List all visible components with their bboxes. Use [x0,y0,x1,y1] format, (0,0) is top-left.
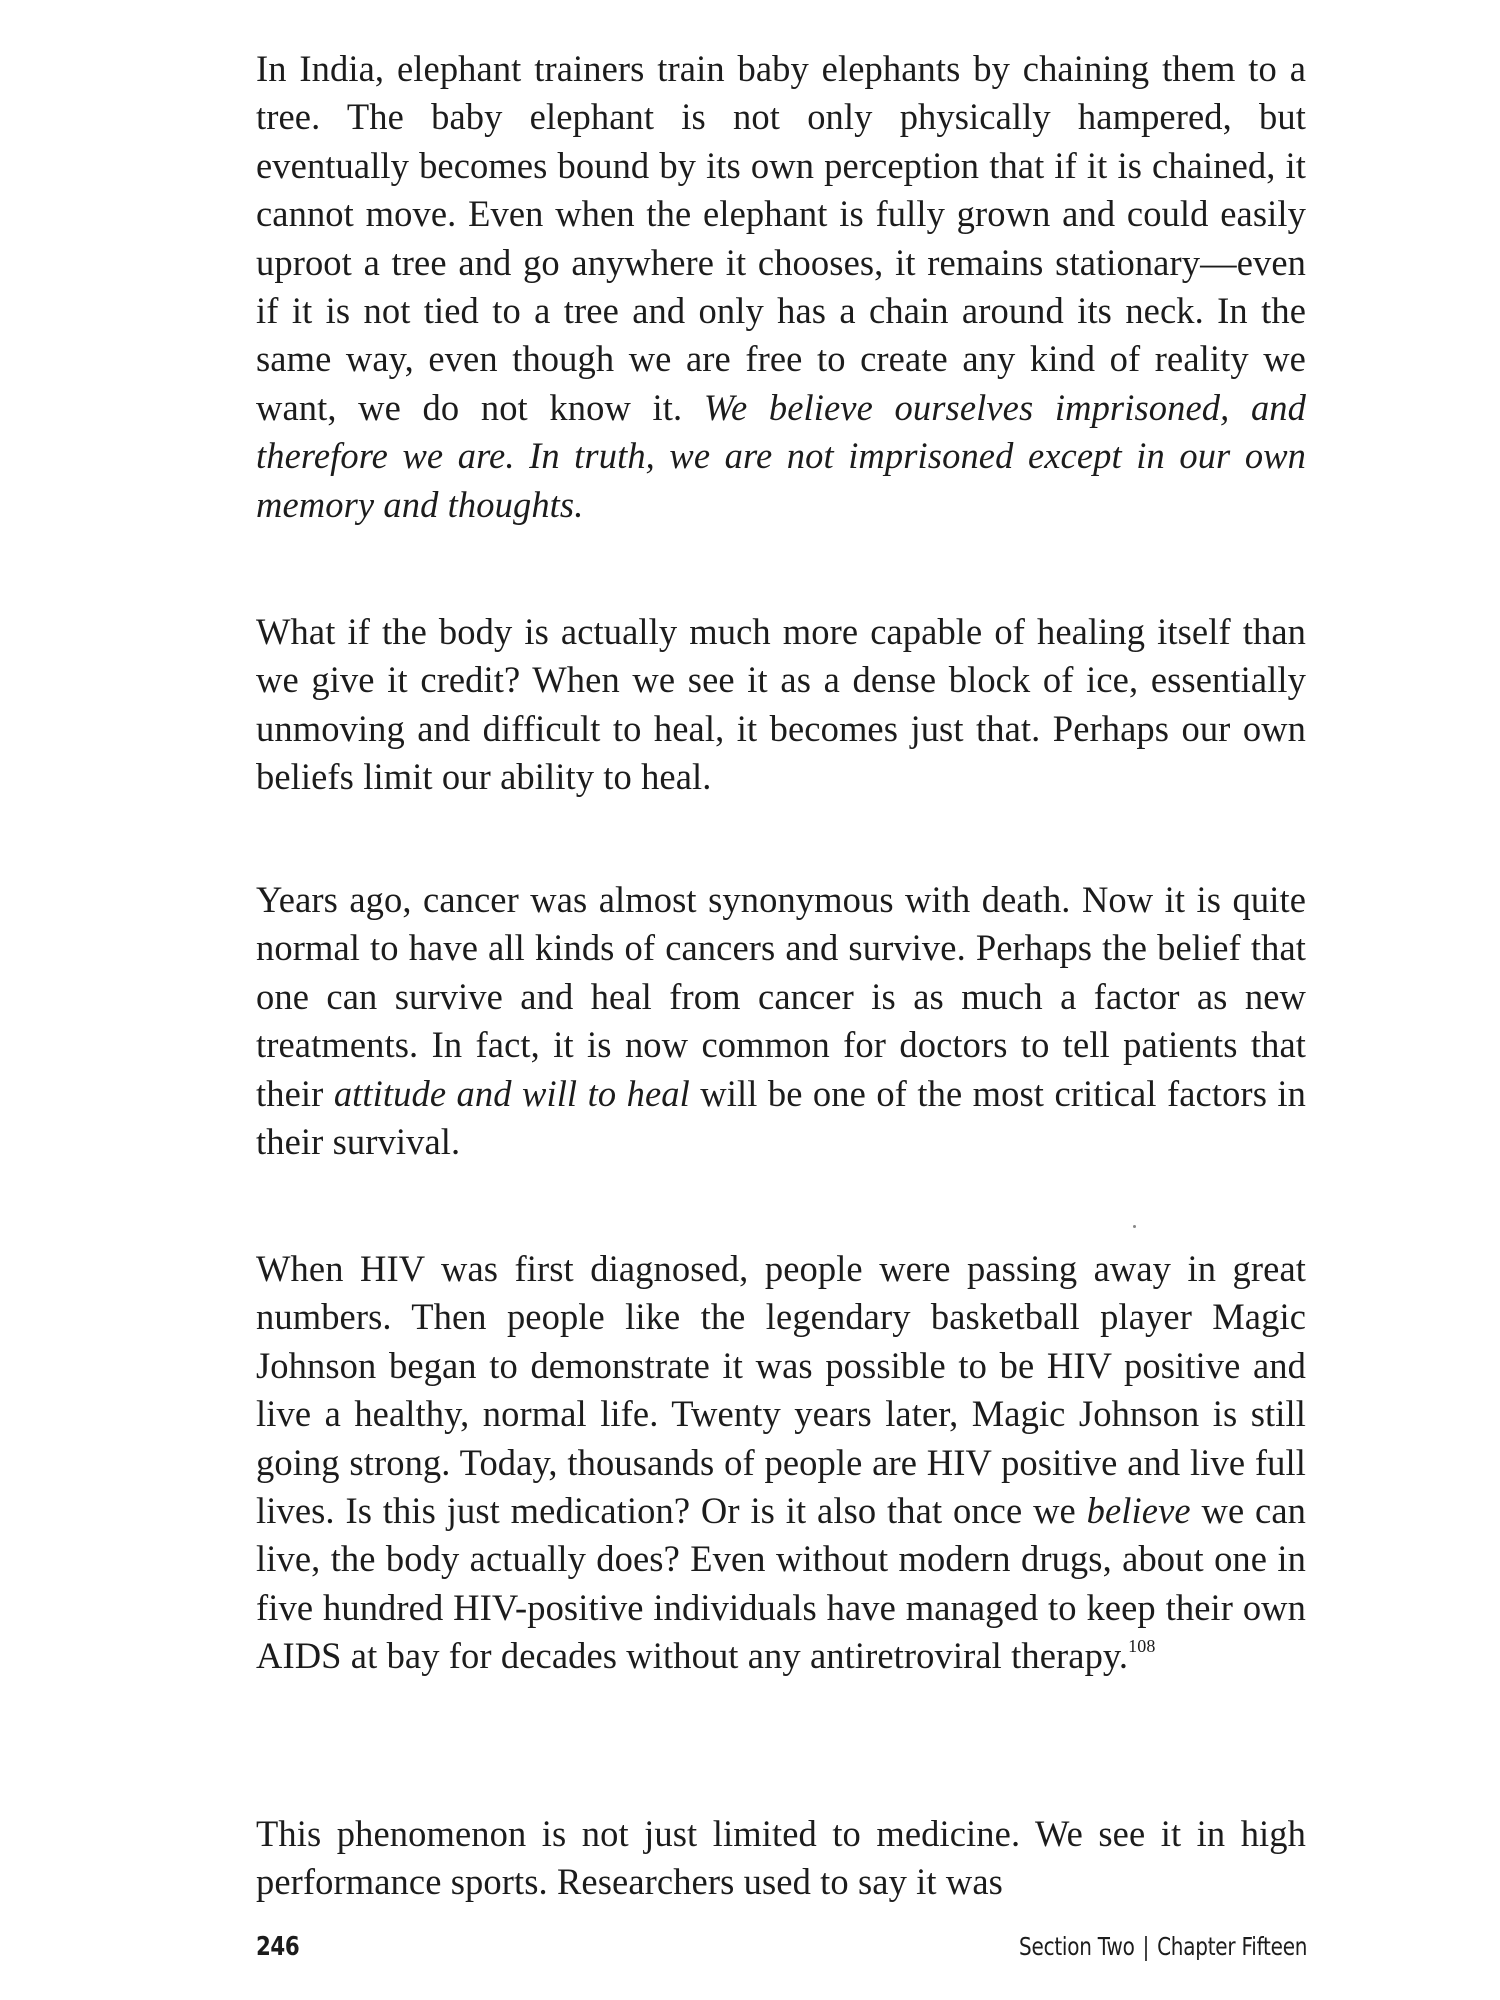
paragraph-text: What if the body is actually much more capable of healing itself than we give it credit? When we see it as a dense block of ice, essentially unmoving and difficult to heal, it becomes just that. Perhaps our own beliefs limit our ability to heal. [256,611,1306,798]
page-number: 246 [256,1932,300,1962]
paragraph-italic-text: attitude and will to heal [333,1072,690,1114]
footnote-reference[interactable]: 108 [1128,1636,1156,1657]
paragraph-sports [256,1810,1306,1907]
scan-speck [1133,1225,1136,1228]
footer-section: Section Two [1018,1932,1135,1961]
paragraph-italic-text: believe [1086,1490,1191,1532]
paragraph-text: Years ago, cancer was almost synonymous with death. Now it is quite normal to have all kinds of cancers and survive. Perhaps the belief that one can survive and heal from cancer is as much a factor as new treatments. In fact, it is now common for doctors to tell patients that their [256,879,1306,1114]
paragraph-text: will be one of the most critical factors in their survival. [256,1072,1306,1163]
paragraph-text: In India, elephant trainers train baby elephants by chaining them to a tree. The baby elephant is not only physically hampered, but eventually becomes bound by its own perception that if it is chained, it cannot move. Even when the elephant is fully grown and could easily uproot a tree and go anywhere it chooses, it remains stationary—even if it is not tied to a tree and only has a chain around its neck. In the same way, even though we are free to create any kind of reality we want, we do not know it. [256,48,1306,428]
paragraph-italic-text: We believe ourselves imprisoned, and therefore we are. In truth, we are not imprisoned except in our own memory and thoughts. [256,386,1306,525]
paragraph-text: This phenomenon is not just limited to medicine. We see it in high performance sports. Researchers used to say it was [256,1813,1306,1903]
paragraph-hiv [256,1245,1306,1681]
running-footer [1019,1932,1307,1961]
paragraph-cancer [256,876,1306,1166]
paragraph-elephant [256,45,1306,529]
paragraph-text: we can live, the body actually does? Even without modern drugs, about one in five hundred HIV-positive individuals have managed to keep their own AIDS at bay for decades without any antiretroviral therapy. [256,1490,1306,1677]
paragraph-text: When HIV was first diagnosed, people were passing away in great numbers. Then people like the legendary basketball player Magic Johnson began to demonstrate it was possible to be HIV positive and live a healthy, normal life. Twenty years later, Magic Johnson is still going strong. Today, thousands of people are HIV positive and live full lives. Is this just medication? Or is it also that once we [256,1248,1306,1532]
footer-separator: | [1142,1932,1149,1961]
footer-chapter: Chapter Fifteen [1156,1932,1307,1961]
paragraph-body-healing [256,608,1306,802]
